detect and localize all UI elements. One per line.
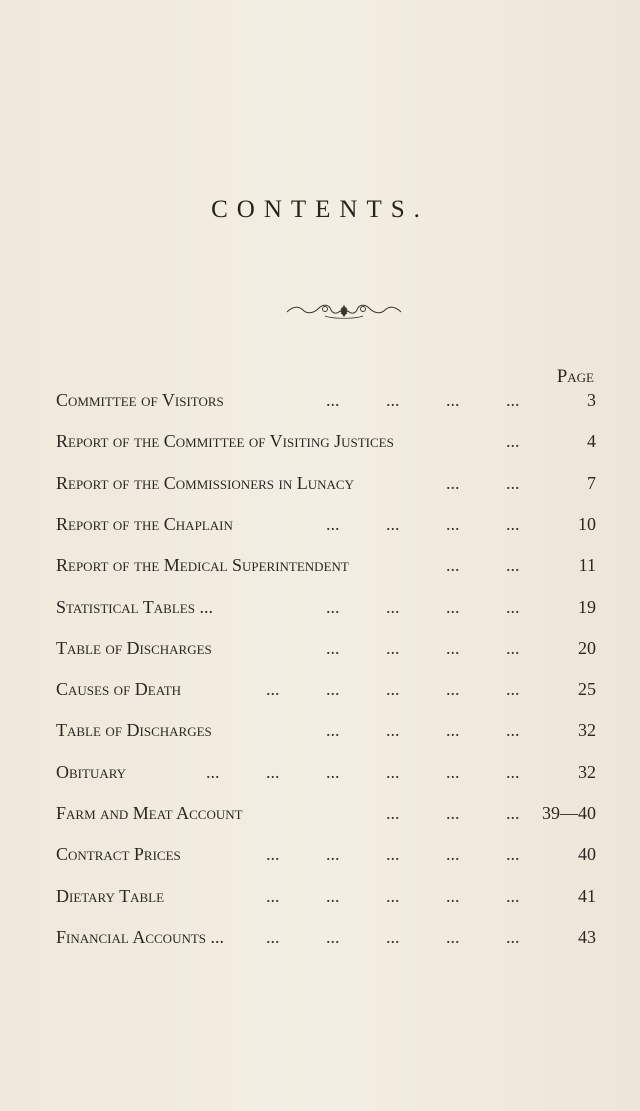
leader-dots: ...	[506, 761, 520, 782]
leader-dots: ...	[506, 926, 520, 947]
decorative-flourish-icon	[285, 302, 403, 320]
toc-entry	[56, 430, 596, 452]
leader-dots: ...	[326, 596, 340, 617]
toc-entry-label: Dietary Table	[56, 885, 165, 906]
leader-dots: ...	[326, 513, 340, 534]
leader-dots: ...	[446, 720, 460, 741]
toc-entry-page-number: 32	[578, 720, 596, 741]
toc-entry-page-number: 11	[578, 555, 596, 576]
toc-entry-page-number: 40	[578, 844, 596, 865]
toc-entry-label: Report of the Commissioners in Lunacy	[56, 472, 354, 493]
leader-dots: ...	[266, 679, 280, 700]
leader-dots: ...	[386, 761, 400, 782]
leader-dots: ...	[266, 761, 280, 782]
leader-dots: ...	[446, 679, 460, 700]
leader-dots: ...	[386, 679, 400, 700]
leader-dots: ...	[386, 720, 400, 741]
toc-entry	[56, 885, 596, 907]
toc-entry-label: Report of the Chaplain	[56, 513, 233, 534]
toc-entry-page-number: 43	[578, 926, 596, 947]
leader-dots: ...	[386, 844, 400, 865]
toc-entry-label: Table of Discharges	[56, 720, 212, 741]
toc-entry-page-number: 19	[578, 596, 596, 617]
toc-entry-label: Table of Discharges	[56, 637, 212, 658]
leader-dots: ...	[446, 513, 460, 534]
toc-entry-page-number: 10	[578, 513, 596, 534]
leader-dots: ...	[506, 472, 520, 493]
toc-entry	[56, 761, 596, 783]
toc-entry-label: Statistical Tables ...	[56, 596, 213, 617]
leader-dots: ...	[206, 761, 220, 782]
toc-entry	[56, 719, 596, 741]
toc-entry-label: Report of the Committee of Visiting Justices	[56, 431, 394, 452]
toc-entry-page-number: 3	[587, 390, 596, 410]
leader-dots: ...	[506, 431, 520, 452]
leader-dots: ...	[506, 803, 520, 823]
leader-dots: ...	[446, 596, 460, 617]
leader-dots: ...	[266, 844, 280, 865]
toc-entry-page-number: 32	[578, 761, 596, 782]
leader-dots: ...	[326, 885, 340, 906]
contents-title: CONTENTS.	[211, 196, 429, 223]
leader-dots: ...	[446, 637, 460, 658]
toc-entry	[56, 678, 596, 700]
toc-entry-label: Causes of Death	[56, 679, 182, 700]
toc-entry-page-number: 39—40	[542, 803, 596, 823]
leader-dots: ...	[386, 926, 400, 947]
leader-dots: ...	[266, 926, 280, 947]
leader-dots: ...	[446, 885, 460, 906]
leader-dots: ...	[446, 390, 460, 410]
toc-entry-page-number: 25	[578, 679, 596, 700]
leader-dots: ...	[326, 390, 340, 410]
leader-dots: ...	[506, 885, 520, 906]
leader-dots: ...	[326, 761, 340, 782]
toc-entry-label: Report of the Medical Superintendent	[56, 555, 349, 576]
toc-entry-label: Committee of Visitors	[56, 390, 224, 410]
leader-dots: ...	[506, 720, 520, 741]
leader-dots: ...	[446, 555, 460, 576]
leader-dots: ...	[266, 885, 280, 906]
toc-entry-label: Financial Accounts ...	[56, 926, 225, 947]
toc-entry-page-number: 4	[587, 431, 596, 452]
leader-dots: ...	[446, 761, 460, 782]
leader-dots: ...	[326, 637, 340, 658]
leader-dots: ...	[386, 803, 400, 823]
leader-dots: ...	[326, 844, 340, 865]
toc-entry	[56, 926, 596, 948]
toc-entry-page-number: 7	[587, 472, 596, 493]
leader-dots: ...	[386, 513, 400, 534]
leader-dots: ...	[506, 596, 520, 617]
leader-dots: ...	[446, 926, 460, 947]
toc-entry	[56, 472, 596, 494]
leader-dots: ...	[326, 679, 340, 700]
toc-entry	[56, 554, 596, 576]
leader-dots: ...	[506, 390, 520, 410]
leader-dots: ...	[506, 555, 520, 576]
toc-entry-label: Obituary	[56, 761, 127, 782]
toc-entry	[56, 389, 596, 411]
leader-dots: ...	[506, 679, 520, 700]
toc-entry	[56, 513, 596, 535]
leader-dots: ...	[386, 596, 400, 617]
toc-entry	[56, 596, 596, 618]
leader-dots: ...	[326, 720, 340, 741]
toc-entry-page-number: 41	[578, 885, 596, 906]
leader-dots: ...	[386, 885, 400, 906]
toc-entry-page-number: 20	[578, 637, 596, 658]
leader-dots: ...	[506, 844, 520, 865]
leader-dots: ...	[446, 472, 460, 493]
leader-dots: ...	[506, 637, 520, 658]
leader-dots: ...	[386, 637, 400, 658]
toc-entry-label: Contract Prices	[56, 844, 181, 865]
leader-dots: ...	[386, 390, 400, 410]
leader-dots: ...	[326, 926, 340, 947]
page-column-heading: Page	[556, 366, 594, 387]
leader-dots: ...	[446, 803, 460, 823]
leader-dots: ...	[506, 513, 520, 534]
toc-entry	[56, 843, 596, 865]
toc-entry	[56, 802, 596, 824]
toc-entry	[56, 637, 596, 659]
toc-entry-label: Farm and Meat Account	[56, 803, 243, 823]
leader-dots: ...	[446, 844, 460, 865]
